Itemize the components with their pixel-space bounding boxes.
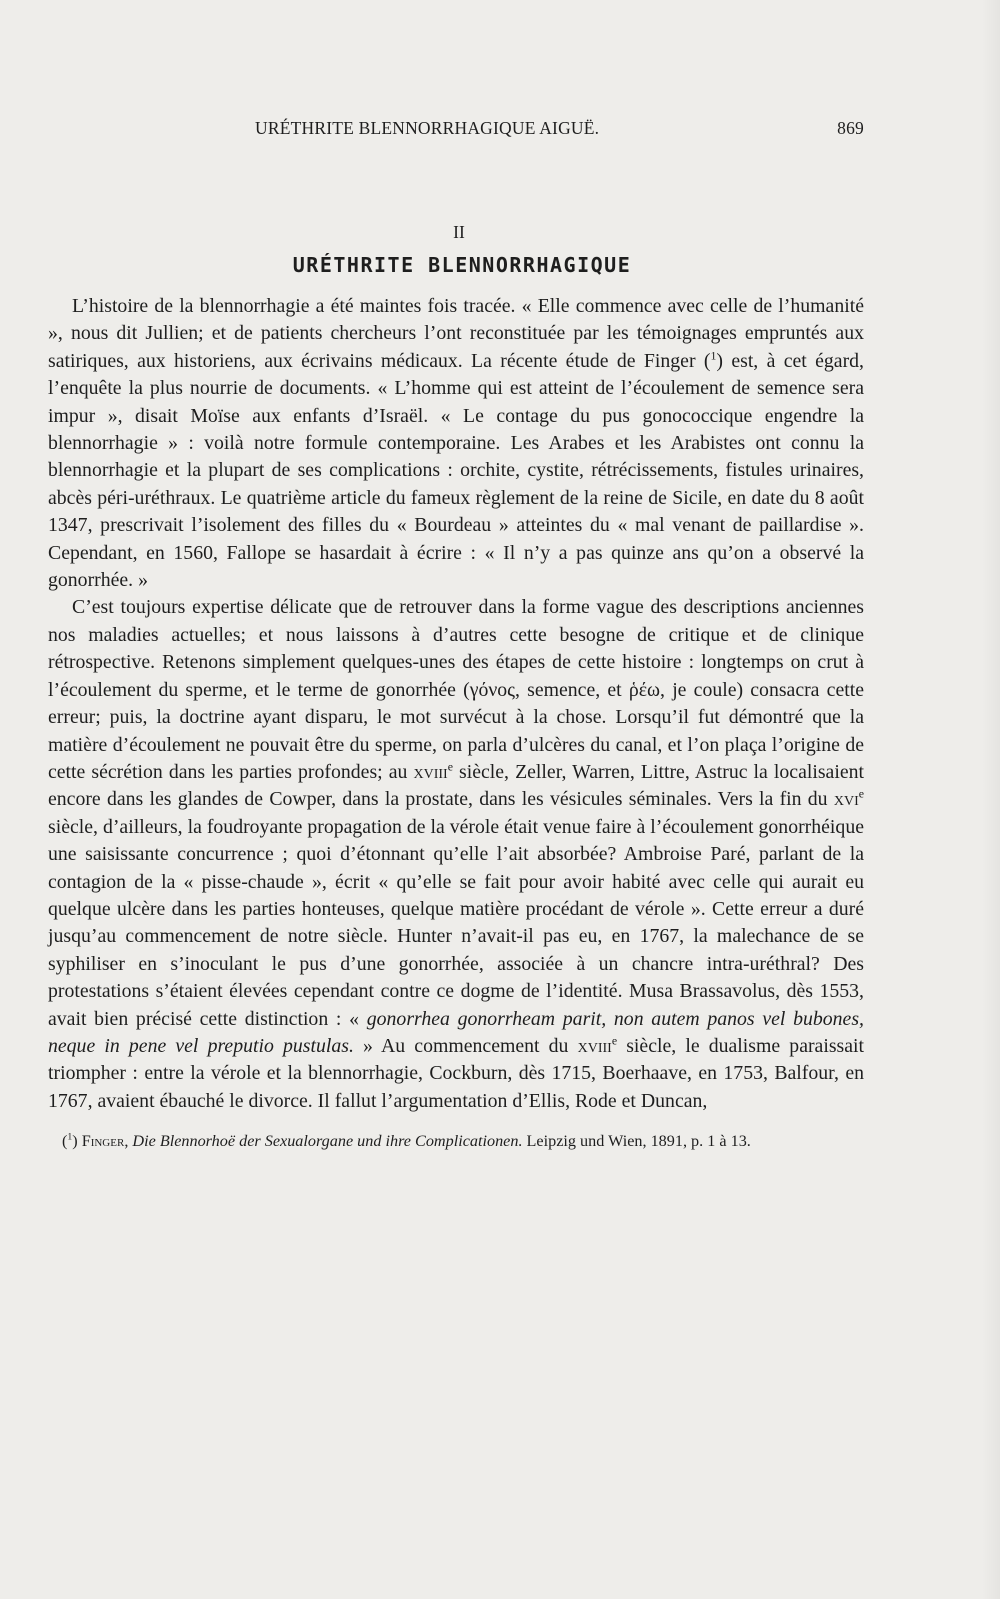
paragraph [48,594,864,1115]
superscript: e [611,1033,618,1048]
text-run: siècle, le dualisme paraissait triompher : entre la vérole et la blennorrhagie, Cockburn, dès 1715, Boerhaave, en 1753, Balfour, en 1767, avaient ébauché le divorce. Il fallut l’argumentation d’Ellis, Rode et Duncan, [48,1034,865,1112]
superscript: e [858,786,864,801]
text-run: , [124,1132,133,1151]
running-head [48,112,864,146]
superscript: e [447,759,453,774]
small-caps-text: xviii [577,1034,612,1057]
footnote [48,1131,864,1151]
page [48,112,864,1151]
italic-text: Die Blennorhoë der Sexualorgane und ihre Complicationen. [132,1132,523,1151]
page-number: 869 [837,118,864,138]
superscript: 1 [710,348,717,363]
text-run: siècle, d’ailleurs, la foudroyante propagation de la vérole était venue faire à l’écoulement gonorrhéique une saisissante concurrence ; quoi d’étonnant qu’elle l’ait absorbée? Ambroise Paré, parlant de la contagion de la « pisse-chaude », écrit « qu’elle se fait pour avoir habité avec celle qui aurait eu quelque ulcère dans les parties honteuses, quelque matière procédant de vérole ». Cette erreur a duré jusqu’au commencement de notre siècle. Hunter n’avait-il pas eu, en 1767, la malechance de se syphiliser en s’inoculant le pus d’une gonorrhée, associée à un chancre intra-uréthral? Des protestations s’étaient élevées cependant contre ce dogme de l’identité. Musa Brassavolus, dès 1553, avait bien précisé cette distinction : « [48,815,864,1030]
text-run: siècle, Zeller, Warren, Littre, Astruc la localisaient encore dans les glandes de Cowper, dans la prostate, dans les vésicules séminales. Vers la fin du [48,760,864,811]
running-title: URÉTHRITE BLENNORRHAGIQUE AIGUË. [255,118,600,138]
section-title: URÉTHRITE BLENNORRHAGIQUE [292,253,632,277]
paragraph [48,293,864,594]
text-run: ) [72,1132,82,1151]
small-caps-text: xviii [413,760,448,783]
italic-text: gonorrhea gonorrheam parit, non autem panos vel bubones, neque in pene vel preputio pustulas. [48,1007,864,1057]
text-run: C’est toujours expertise délicate que de retrouver dans la forme vague des descriptions anciennes nos maladies actuelles; et nous laissons à d’autres cette besogne de critique et de clinique rétrospective. Retenons simplement quelques-unes des étapes de cette histoire : longtemps on crut à l’écoulement du sperme, et le terme de gonorrhée (γόνος, semence, et ῥέω, je coule) consacra cette erreur; puis, la doctrine ayant disparu, le mot survécut à la chose. Lorsqu’il fut démontré que la matière d’écoulement ne pouvait être du sperme, on parla d’ulcères du canal, et l’on plaça l’origine de cette sécrétion dans les parties profondes; au [48,596,864,783]
text-run: ) est, à cet égard, l’enquête la plus nourrie de documents. « L’homme qui est atteint de l’écoulement de semence sera impur », disait Moïse aux enfants d’Israël. « Le contage du pus gonococcique engendre la blennorrhagie » : voilà notre formule contemporaine. Les Arabes et les Arabistes ont connu la blennorrhagie et la plupart de ses complications : orchite, cystite, rétrécissements, fistules urinaires, abcès péri-uréthraux. Le quatrième article du fameux règlement de la reine de Sicile, en date du 8 août 1347, prescrivait l’isolement des filles du « Bourdeau » atteintes du « mal venant de paillardise ». Cependant, en 1560, Fallope se hasardait à écrire : « Il n’y a pas quinze ans qu’on a observé la gonorrhée. » [48,349,864,592]
small-caps-text: xvi [833,788,859,811]
body-text [48,293,864,1115]
section-number: II [453,222,465,242]
text-run: » Au commencement du [353,1034,578,1057]
small-caps-text: Finger [81,1132,125,1151]
text-run: Leipzig und Wien, 1891, p. 1 à 13. [522,1132,751,1151]
text-run: L’histoire de la blennorrhagie a été maintes fois tracée. « Elle commence avec celle de l’humanité », nous dit Jullien; et de patients chercheurs l’ont reconstituée par les témoignages empruntés aux satiriques, aux historiens, aux écrivains médicaux. La récente étude de Finger ( [48,295,864,372]
superscript: 1 [67,1131,73,1143]
text-run: ( [62,1132,68,1151]
page-edge-shadow [982,0,1000,1599]
